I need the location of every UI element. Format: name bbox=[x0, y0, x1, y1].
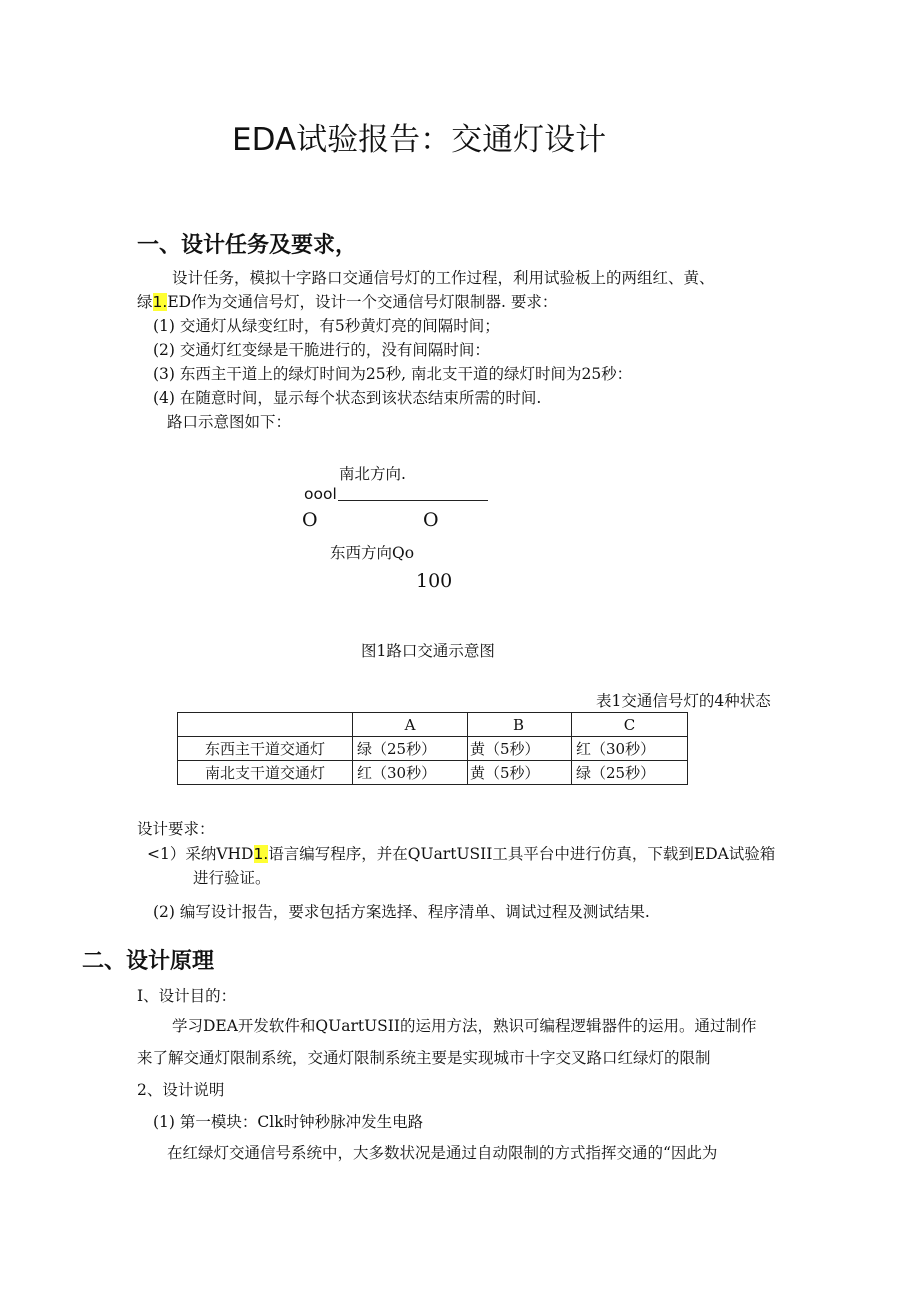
table-header-cell: A bbox=[353, 713, 468, 737]
diagram-label-ew: 东西方向Qo bbox=[330, 544, 415, 562]
table-cell: 红（30秒） bbox=[572, 737, 688, 761]
requirements-heading: 设计要求： bbox=[137, 820, 215, 838]
section2-heading: 二、设计原理 bbox=[82, 949, 215, 974]
table-cell: 东西主干道交通灯 bbox=[178, 737, 353, 761]
table-cell: 黄（5秒） bbox=[468, 761, 572, 785]
diagram-label-oool: oool bbox=[304, 485, 337, 503]
table-header-row bbox=[178, 713, 688, 737]
requirement-1-continuation: 进行验证。 bbox=[193, 869, 271, 887]
diagram-o-left: O bbox=[302, 509, 318, 531]
requirement-item-1: (1) 交通灯从绿变红时，有5秒黄灯亮的间隔时间； bbox=[153, 317, 500, 335]
paragraph-1-line-2: 来了解交通灯限制系统，交通灯限制系统主要是实现城市十字交叉路口红绿灯的限制 bbox=[137, 1049, 711, 1067]
table-row bbox=[178, 737, 688, 761]
traffic-states-table bbox=[177, 712, 688, 785]
requirement-2: (2) 编写设计报告，要求包括方案选择、程序清单、调试过程及测试结果. bbox=[153, 903, 650, 921]
task-line-2 bbox=[137, 290, 557, 312]
requirement-item-3: (3) 东西主干道上的绿灯时间为25秒, 南北支干道的绿灯时间为25秒： bbox=[153, 365, 633, 383]
diagram-o-right: O bbox=[423, 509, 439, 531]
table-caption: 表1交通信号灯的4种状态 bbox=[596, 692, 771, 710]
task-line-1: 设计任务，模拟十字路口交通信号灯的工作过程，利用试验板上的两组红、黄、 bbox=[172, 269, 715, 287]
table-cell: 黄（5秒） bbox=[468, 737, 572, 761]
diagram-label-ns: 南北方向. bbox=[339, 465, 406, 483]
document-title: EDA试验报告：交通灯设计 bbox=[232, 122, 607, 158]
table-row bbox=[178, 761, 688, 785]
table-header-cell: C bbox=[572, 713, 688, 737]
requirement-item-4: (4) 在随意时间，显示每个状态到该状态结束所需的时间. bbox=[153, 389, 542, 407]
requirement-1 bbox=[147, 842, 775, 864]
paragraph-2: 在红绿灯交通信号系统中，大多数状况是通过自动限制的方式指挥交通的“因此为 bbox=[167, 1144, 718, 1162]
task-line-2-part-b: ED作为交通信号灯，设计一个交通信号灯限制器. 要求： bbox=[167, 293, 558, 311]
module-1-heading: (1) 第一模块：Clk时钟秒脉冲发生电路 bbox=[153, 1113, 424, 1131]
figure-caption: 图1路口交通示意图 bbox=[361, 642, 495, 660]
diagram-road-line bbox=[338, 500, 488, 501]
paragraph-1-line-1: 学习DEA开发软件和QUartUSII的运用方法，熟识可编程逻辑器件的运用。通过制作 bbox=[172, 1017, 757, 1035]
table-cell: 南北支干道交通灯 bbox=[178, 761, 353, 785]
table-cell: 绿（25秒） bbox=[572, 761, 688, 785]
table-header-cell bbox=[178, 713, 353, 737]
highlighted-text: 1. bbox=[253, 845, 269, 863]
table-header-cell: B bbox=[468, 713, 572, 737]
diagram-label-100: 100 bbox=[416, 570, 453, 592]
requirement-1-part-a: <1）采纳VHD bbox=[147, 845, 254, 863]
subsection-1: I、设计目的： bbox=[137, 987, 237, 1005]
highlighted-text: 1. bbox=[152, 293, 168, 311]
requirement-1-part-b: 语言编写程序，并在QUartUSII工具平台中进行仿真，下载到EDA试验箱 bbox=[268, 845, 776, 863]
table-cell: 绿（25秒） bbox=[353, 737, 468, 761]
section1-heading: 一、设计任务及要求， bbox=[137, 233, 358, 258]
diagram-intro: 路口示意图如下： bbox=[167, 413, 292, 431]
subsection-2: 2、设计说明 bbox=[137, 1081, 225, 1099]
requirement-item-2: (2) 交通灯红变绿是干脆进行的，没有间隔时间： bbox=[153, 341, 490, 359]
table-cell: 红（30秒） bbox=[353, 761, 468, 785]
task-line-2-part-a: 绿 bbox=[137, 293, 153, 311]
